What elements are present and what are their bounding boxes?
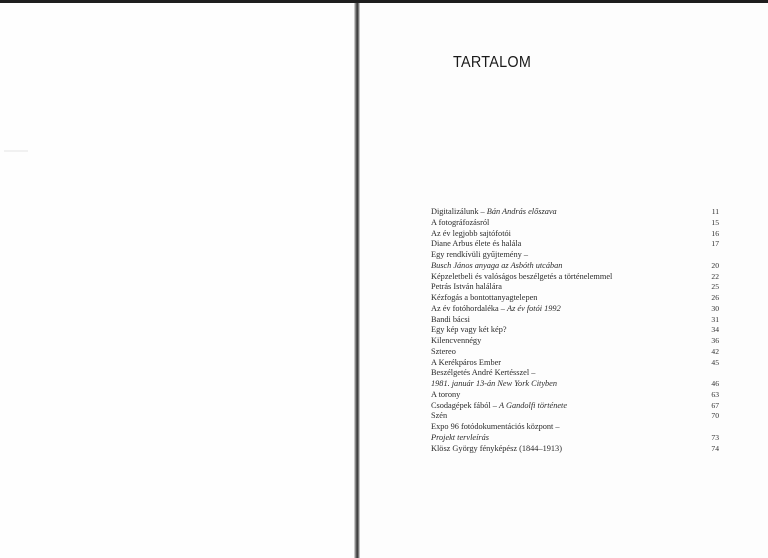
toc-entry-title: Petrás István halálára	[431, 282, 502, 292]
toc-entry	[431, 207, 719, 218]
toc-entry-title: Expo 96 fotódokumentációs központ –	[431, 422, 560, 431]
toc-entry-title: Beszélgetés André Kertésszel –	[431, 368, 536, 378]
toc-entry	[431, 358, 719, 369]
toc-page-number: 34	[711, 325, 719, 335]
toc-entry-title: Digitalizálunk –	[431, 207, 487, 216]
toc-page-number: 67	[711, 400, 719, 410]
toc-entry-subtitle: Busch János anyaga az Asbóth utcában	[431, 260, 563, 270]
toc-entry-title: Klösz György fényképész (1844–1913)	[431, 443, 562, 453]
bleed-through-mark	[4, 150, 28, 152]
toc-page-number: 74	[711, 443, 719, 453]
toc-page-number: 31	[711, 314, 719, 324]
toc-entry	[431, 433, 719, 444]
toc-entry	[431, 422, 719, 433]
toc-entry	[431, 368, 719, 379]
toc-page-number: 11	[711, 207, 719, 216]
toc-entry	[431, 444, 719, 455]
toc-entry	[431, 229, 719, 240]
toc-entry	[431, 272, 719, 283]
toc-entry	[431, 261, 719, 272]
toc-entry-title: A fotográfozásról	[431, 217, 490, 227]
toc-page-number: 15	[711, 217, 719, 227]
toc-entry-subtitle: Bán András előszava	[486, 207, 557, 216]
toc-entry	[431, 218, 719, 229]
toc-entry	[431, 293, 719, 304]
toc-entry-title: Egy rendkívüli gyűjtemény –	[431, 250, 529, 259]
toc-page-number: 45	[711, 357, 719, 367]
toc-entry-title: Kilencvennégy	[431, 336, 482, 345]
toc-page-number: 42	[711, 346, 719, 356]
toc-entry-subtitle: 1981. január 13-án New York Cityben	[431, 379, 557, 388]
toc-page-number: 17	[711, 239, 719, 249]
toc-page-number: 26	[711, 293, 719, 302]
toc-page-number: 22	[711, 271, 719, 281]
toc-entry-title: Szén	[431, 411, 448, 421]
toc-entry-title: A torony	[431, 389, 461, 399]
toc-entry	[431, 325, 719, 336]
toc-entry-title: Diane Arbus élete és halála	[431, 239, 522, 249]
toc-entry	[431, 411, 719, 422]
toc-entry	[431, 304, 719, 315]
toc-page-number: 16	[711, 228, 719, 238]
toc-entry-title: Egy kép vagy két kép?	[431, 325, 507, 335]
toc-entry-subtitle: Az év fotói 1992	[507, 303, 561, 313]
toc-entry-title: Az év fotóhordaléka –	[431, 303, 508, 313]
toc-page-number: 63	[711, 389, 719, 399]
left-page	[0, 0, 356, 558]
toc-entry	[431, 250, 719, 261]
toc-entry-subtitle: Projekt tervleírás	[431, 432, 489, 442]
toc-entry	[431, 336, 719, 347]
toc-page-number: 36	[711, 336, 719, 345]
toc-entry-title: Bandi bácsi	[431, 314, 470, 324]
toc-entry	[431, 282, 719, 293]
toc-entry	[431, 390, 719, 401]
toc-page-number: 30	[711, 303, 719, 313]
toc-entry-title: Kézfogás a bontottanyagtelepen	[431, 293, 538, 302]
toc-entry-title: A Kerékpáros Ember	[431, 357, 502, 367]
toc-entry-title: Képzeletbeli és valóságos beszélgetés a történelemmel	[431, 271, 613, 281]
toc-entry	[431, 239, 719, 250]
toc-page-number: 25	[711, 282, 719, 292]
toc-entry-title: Csodagépek fából –	[431, 400, 499, 410]
page-top-edge	[0, 0, 768, 3]
page-title: TARTALOM	[453, 54, 532, 71]
toc-entry	[431, 401, 719, 412]
toc-entry-title: Az év legjobb sajtófotói	[431, 228, 511, 238]
table-of-contents	[431, 207, 719, 454]
toc-entry	[431, 347, 719, 358]
toc-page-number: 70	[711, 411, 719, 421]
toc-page-number: 46	[711, 379, 719, 388]
toc-page-number: 73	[711, 432, 719, 442]
toc-entry-title: Sztereo	[431, 346, 456, 356]
toc-page-number: 20	[711, 260, 719, 270]
toc-entry	[431, 315, 719, 326]
toc-entry-subtitle: A Gandolfi története	[498, 400, 568, 410]
toc-entry	[431, 379, 719, 390]
